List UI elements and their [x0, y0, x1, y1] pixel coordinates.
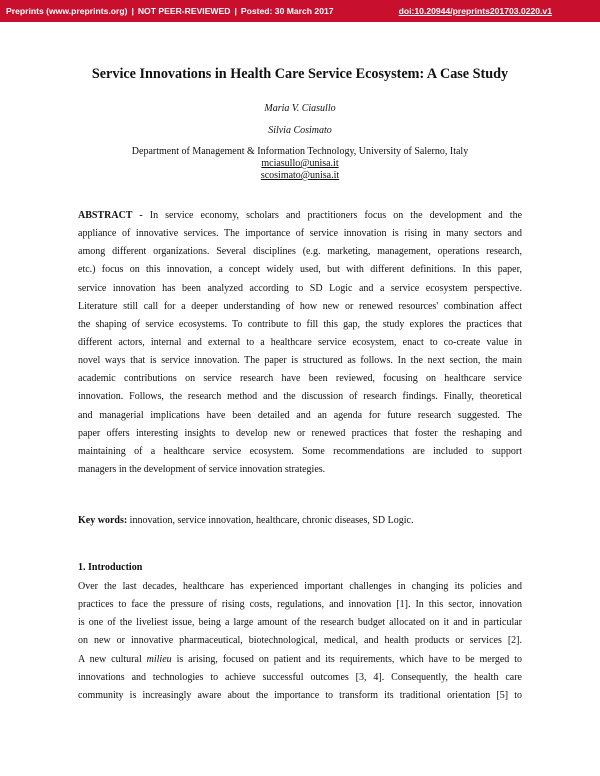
intro-line: community is increasingly aware about the importance to transform its traditional orientation [5] to — [78, 689, 522, 701]
abstract-line: academic contributions on service research have been reviewed, focusing on healthcare service — [78, 373, 522, 385]
intro-line: A new cultural milieu is arising, focused on patient and its requirements, which have to be merged to — [78, 653, 523, 665]
abstract-line: paper offers interesting insights to develop new or renewed practices that foster the reshaping and — [78, 427, 522, 439]
intro-line: on new or innovative pharmaceutical, biotechnological, medical, and health products or services [2]. — [78, 635, 522, 647]
keywords — [78, 512, 522, 530]
abstract-line: etc.) focus on this innovation, a concept widely used, but with different definitions. In this paper, — [78, 264, 522, 276]
intro-line: Over the last decades, healthcare has experienced important challenges in changing its policies and — [78, 581, 522, 592]
posted-date: Posted: 30 March 2017 — [240, 6, 334, 16]
preprints-link[interactable]: Preprints (www.preprints.org) — [6, 6, 128, 16]
introduction-body — [78, 578, 522, 705]
italic-term: milieu — [146, 653, 172, 665]
author-email[interactable]: scosimato@unisa.it — [260, 170, 340, 181]
banner-info — [6, 6, 334, 16]
section-heading: 1. Introduction — [78, 562, 143, 573]
abstract-label: ABSTRACT - — [78, 210, 143, 221]
doi-link[interactable]: doi:10.20944/preprints201703.0220.v1 — [398, 6, 552, 16]
peer-review-status: NOT PEER-REVIEWED — [137, 6, 231, 16]
paper-title: Service Innovations in Health Care Service Ecosystem: A Case Study — [91, 66, 509, 82]
keywords-text: innovation, service innovation, healthcare, chronic diseases, SD Logic. — [129, 515, 414, 526]
abstract-line: appliance of innovative services. The importance of service innovation is rising in many sectors and — [78, 228, 522, 240]
abstract-line: novel ways that is service innovation. The paper is structured as follows. In the next section, the main — [78, 355, 522, 367]
abstract-line: Literature still call for a deeper understanding of how new or renewed resources' combination affect — [78, 300, 522, 312]
author-name: Maria V. Ciasullo — [264, 103, 336, 114]
preprint-banner — [0, 0, 600, 22]
abstract-line: the shaping of service ecosystems. To contribute to fill this gap, the study explores the practices that — [78, 318, 522, 330]
author-name: Silvia Cosimato — [268, 125, 332, 136]
keywords-label: Key words: — [78, 515, 128, 526]
banner-separator: | — [234, 6, 237, 16]
intro-line: practices to face the pressure of rising costs, regulations, and innovation [1]. In this sector, innovation — [78, 599, 522, 611]
banner-separator: | — [131, 6, 134, 16]
intro-line: is one of the liveliest issue, being a large amount of the research budget allocated on it and in particular — [78, 617, 522, 629]
author-email[interactable]: mciasullo@unisa.it — [261, 158, 339, 169]
abstract-line: among different organizations. Several disciplines (e.g. marketing, management, operations research, — [78, 246, 522, 258]
abstract-line: managers in the development of service innovation strategies. — [78, 463, 326, 475]
abstract-line: maintaining of a healthcare service ecosystem. Some recommendations are included to support — [78, 445, 522, 457]
intro-line: innovations and technologies to achieve successful outcomes [3, 4]. Consequently, the health care — [78, 671, 522, 683]
abstract-line — [78, 207, 522, 225]
abstract — [78, 207, 522, 479]
abstract-text: In service economy, scholars and practitioners focus on the development and the — [149, 210, 523, 221]
abstract-line: service innovation has been analyzed according to SD Logic and a service ecosystem perspective. — [78, 282, 522, 294]
affiliation: Department of Management & Information Technology, University of Salerno, Italy — [131, 146, 469, 157]
abstract-line: innovation. Follows, the research method and the discussion of research findings. Finally, theoretical — [78, 391, 522, 403]
abstract-line: different actors, internal and external to a healthcare service ecosystem, enact to co-create value in — [78, 336, 522, 348]
abstract-line: and managerial implications have been detailed and an agenda for future research suggested. The — [78, 409, 522, 421]
